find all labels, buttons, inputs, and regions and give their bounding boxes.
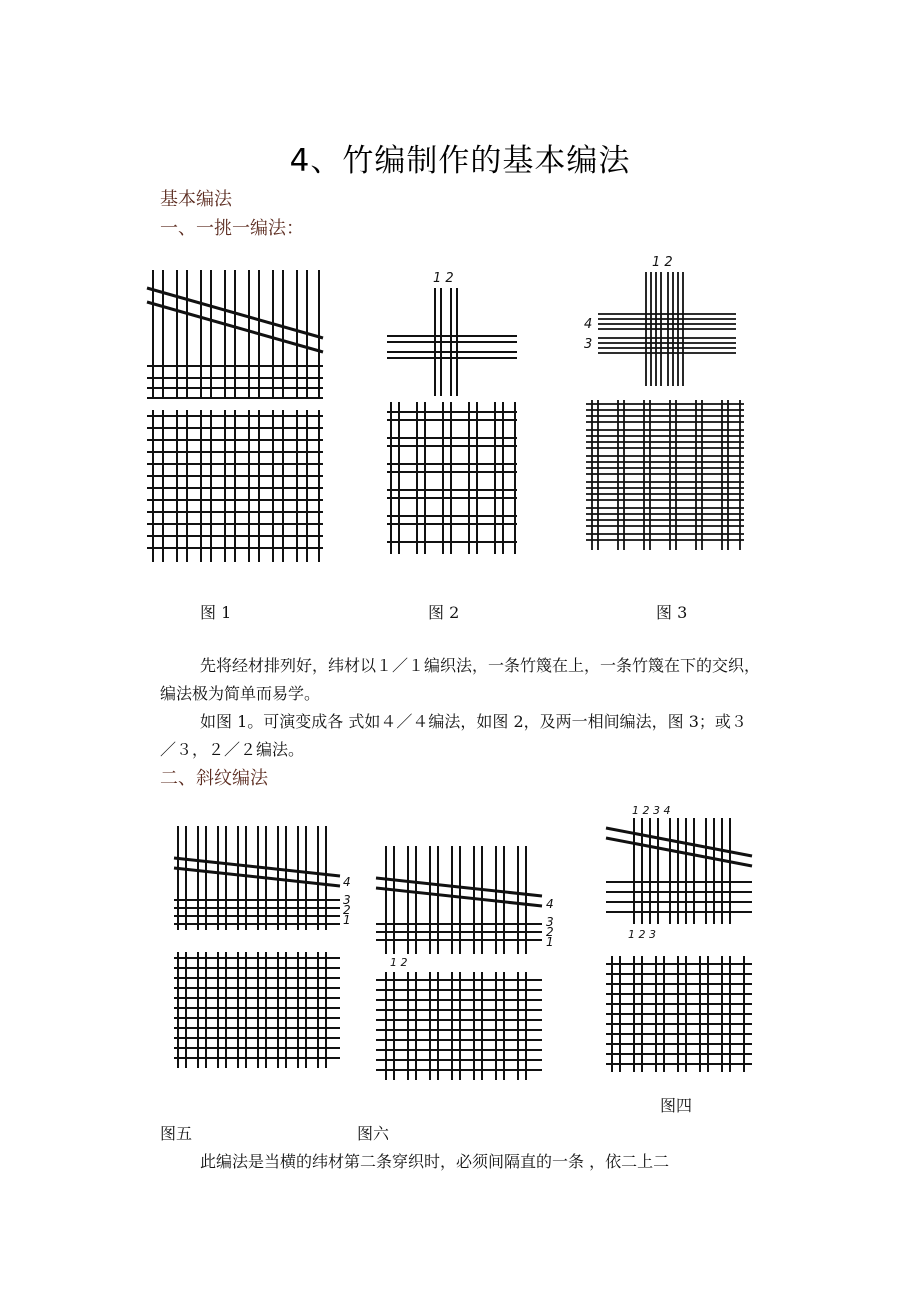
caption-fig6: 图六 <box>357 1124 390 1143</box>
fig4-top-label: 1 2 3 4 <box>632 804 671 817</box>
fig6-bottom-label: 1 2 <box>390 956 408 969</box>
caption-fig3: 图 3 <box>656 603 688 622</box>
figure-2-weave <box>383 268 523 558</box>
fig5-label-1: 1 <box>343 913 351 927</box>
caption-fig1: 图 1 <box>200 603 232 622</box>
fig2-top-label: 1 2 <box>433 271 454 286</box>
section-heading-one: 一、一挑一编法： <box>160 218 304 239</box>
paragraph-2 <box>160 708 760 764</box>
caption-fig5: 图五 <box>160 1124 193 1143</box>
figure-4-weave <box>598 800 760 1082</box>
paragraph-2-text: 如图 1。可演变成各 式如４／４编法，如图 2，及两一相间编法，图 3；或３／３，２／２编法。 <box>160 712 747 759</box>
section-heading-two: 二、斜纹编法 <box>160 768 268 789</box>
paragraph-3 <box>160 1148 760 1176</box>
fig3-side-label-4: 4 <box>584 317 593 332</box>
fig6-label-3: 3 <box>546 915 554 929</box>
fig6-label-2: 2 <box>546 925 554 939</box>
fig5-label-2: 2 <box>343 903 351 917</box>
figure-5-weave <box>160 822 360 1084</box>
fig6-label-4: 4 <box>546 897 554 911</box>
page-title: 4、竹编制作的基本编法 <box>289 143 631 179</box>
paragraph-3-text: 此编法是当横的纬材第二条穿织时，必须间隔直的一条 ，依二上二 <box>200 1152 670 1171</box>
fig3-side-label-3: 3 <box>584 337 593 352</box>
fig5-label-4: 4 <box>343 875 351 889</box>
fig3-top-label: 1 2 <box>652 255 673 270</box>
caption-fig2: 图 2 <box>428 603 460 622</box>
fig5-label-3: 3 <box>343 893 351 907</box>
section-heading-basic: 基本编法 <box>160 189 232 210</box>
figure-3-weave <box>580 252 750 554</box>
paragraph-1-text: 先将经材排列好，纬材以１／１编织法，一条竹篾在上，一条竹篾在下的交织，编法极为简单而易学。 <box>160 656 761 703</box>
paragraph-1 <box>160 652 760 708</box>
figure-1-weave <box>143 268 325 566</box>
caption-fig4: 图四 <box>660 1096 693 1115</box>
fig4-mid-label: 1 2 3 <box>628 928 656 941</box>
figure-6-weave <box>370 840 565 1084</box>
fig6-label-1: 1 <box>546 935 554 949</box>
